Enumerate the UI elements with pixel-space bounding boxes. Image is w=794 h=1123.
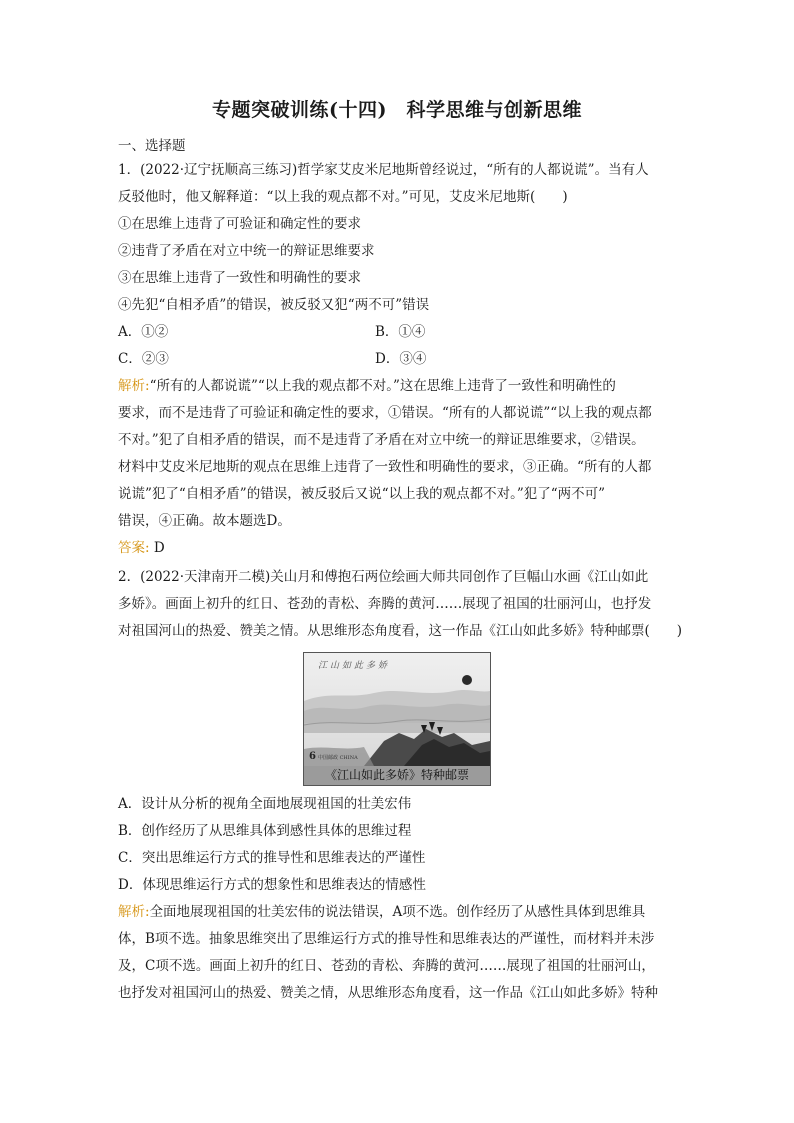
stamp-inscription: 江山如此多娇 <box>318 661 391 671</box>
q2-option-b: B．创作经历了从思维具体到感性具体的思维过程 <box>118 823 412 839</box>
red-sun-shape <box>462 675 472 685</box>
q1-answer-value: D <box>153 540 165 556</box>
q1-analysis-line-1 <box>118 376 688 396</box>
q1-analysis-line-5: 说谎”犯了“自相矛盾”的错误，被反驳后又说“以上我的观点都不对。”犯了“两不可” <box>118 486 606 502</box>
q1-answer-label: 答案: <box>118 540 150 556</box>
q2-analysis-label: 解析: <box>118 904 150 920</box>
q1-analysis-text-1: “所有的人都说谎”“以上我的观点都不对。”这在思维上违背了一致性和明确性的 <box>149 378 616 394</box>
q1-stem-line-2: 反驳他时，他又解释道：“以上我的观点都不对。”可见，艾皮米尼地斯( ) <box>118 189 568 205</box>
q1-option-c: C．②③ <box>118 351 169 367</box>
q1-option-a: A．①② <box>118 324 169 340</box>
q2-option-a: A．设计从分析的视角全面地展现祖国的壮美宏伟 <box>118 796 412 812</box>
stamp-denomination: 6 <box>309 751 316 762</box>
q2-analysis-line-2: 体，B项不选。抽象思维突出了思维运行方式的推导性和思维表达的严谨性，而材料并未涉 <box>118 931 655 947</box>
stamp-image <box>303 652 491 786</box>
q1-stem-line-1: 1．(2022·辽宁抚顺高三练习)哲学家艾皮米尼地斯曾经说过，“所有的人都说谎”。当有人 <box>118 162 649 178</box>
q1-statement-1: ①在思维上违背了可验证和确定性的要求 <box>118 216 361 232</box>
q2-stem-line-2: 多娇》。画面上初升的红日、苍劲的青松、奔腾的黄河……展现了祖国的壮丽河山，也抒发 <box>118 596 652 612</box>
q1-option-d: D．③④ <box>375 351 427 367</box>
q1-analysis-line-2: 要求，而不是违背了可验证和确定性的要求，①错误。“所有的人都说谎”“以上我的观点都 <box>118 405 652 421</box>
page-title: 专题突破训练(十四) 科学思维与创新思维 <box>212 99 582 121</box>
q1-option-b: B．①④ <box>375 324 426 340</box>
q1-answer-line <box>118 538 688 558</box>
q2-analysis-line-4: 也抒发对祖国河山的热爱、赞美之情，从思维形态角度看，这一作品《江山如此多娇》特种 <box>118 985 658 1001</box>
q2-analysis-line-1 <box>118 902 688 922</box>
section-heading: 一、选择题 <box>118 138 186 154</box>
q1-analysis-line-6: 错误，④正确。故本题选D。 <box>118 513 291 529</box>
image-caption: 《江山如此多娇》特种邮票 <box>304 766 490 785</box>
q1-statement-4: ④先犯“自相矛盾”的错误，被反驳又犯“两不可”错误 <box>118 297 430 313</box>
q2-analysis-text-1: 全面地展现祖国的壮美宏伟的说法错误，A项不选。创作经历了从感性具体到思维具 <box>149 904 646 920</box>
q1-statement-3: ③在思维上违背了一致性和明确性的要求 <box>118 270 361 286</box>
q1-analysis-line-3: 不对。”犯了自相矛盾的错误，而不是违背了矛盾在对立中统一的辩证思维要求，②错误。 <box>118 432 645 448</box>
q1-analysis-label: 解析: <box>118 378 150 394</box>
q1-statement-2: ②违背了矛盾在对立中统一的辩证思维要求 <box>118 243 375 259</box>
stamp-country: 中国邮政 CHINA <box>318 755 358 761</box>
q2-stem-line-3: 对祖国河山的热爱、赞美之情。从思维形态角度看，这一作品《江山如此多娇》特种邮票( ) <box>118 623 683 639</box>
q2-option-c: C．突出思维运行方式的推导性和思维表达的严谨性 <box>118 850 426 866</box>
q1-analysis-line-4: 材料中艾皮米尼地斯的观点在思维上违背了一致性和明确性的要求，③正确。“所有的人都 <box>118 459 652 475</box>
q2-analysis-line-3: 及，C项不选。画面上初升的红日、苍劲的青松、奔腾的黄河……展现了祖国的壮丽河山， <box>118 958 655 974</box>
q2-stem-line-1: 2．(2022·天津南开二模)关山月和傅抱石两位绘画大师共同创作了巨幅山水画《江山如此 <box>118 569 649 585</box>
q2-option-d: D．体现思维运行方式的想象性和思维表达的情感性 <box>118 877 426 893</box>
